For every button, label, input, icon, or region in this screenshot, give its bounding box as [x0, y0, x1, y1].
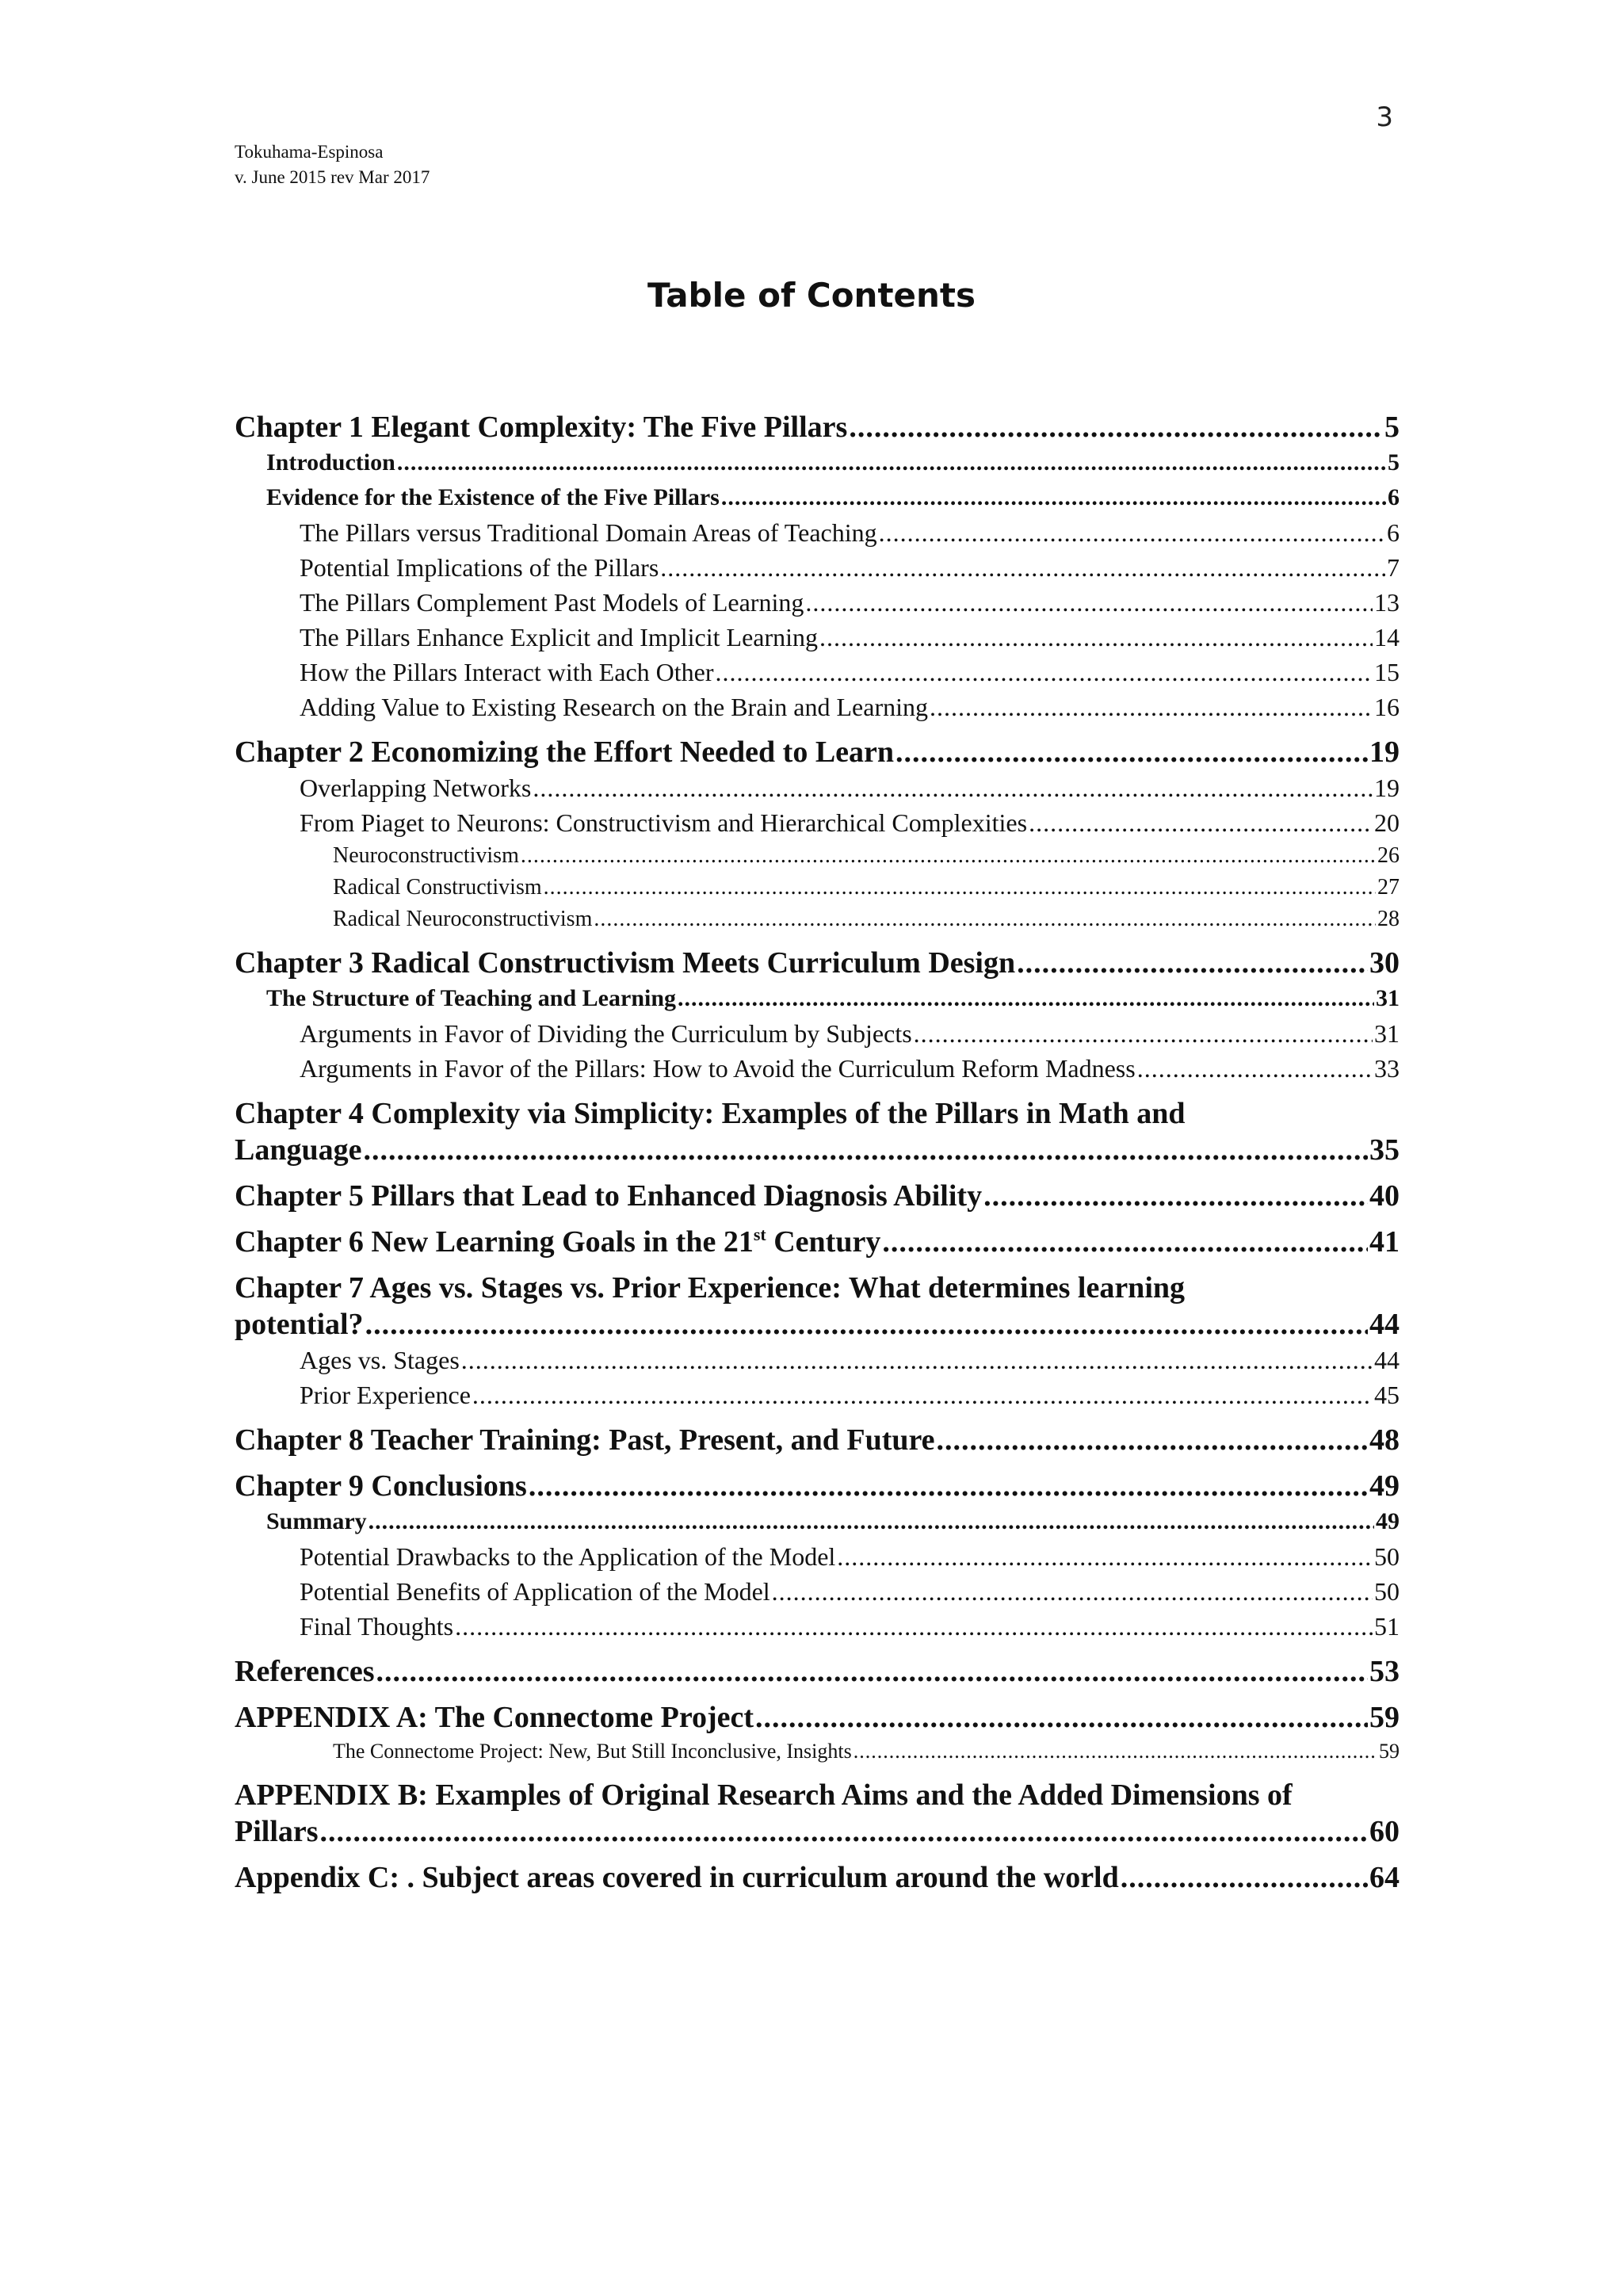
toc-entry-page-number: 49 [1376, 1508, 1400, 1534]
toc-entry-title: potential? [235, 1308, 364, 1341]
toc-entry-row [333, 872, 1400, 904]
toc-entry-row [235, 1653, 1400, 1690]
toc-entry-page-number: 14 [1374, 623, 1400, 651]
toc-entry[interactable] [235, 1086, 1400, 1168]
toc-entry[interactable] [235, 1168, 1400, 1214]
toc-entry-row [333, 1736, 1400, 1767]
toc-entry[interactable] [235, 840, 1400, 872]
toc-entry-row [333, 840, 1400, 872]
dot-leader [369, 1504, 1374, 1539]
toc-entry-row [300, 550, 1400, 585]
toc-entry[interactable] [235, 724, 1400, 770]
toc-entry-page-number: 6 [1388, 484, 1400, 510]
toc-entry-row [235, 945, 1400, 981]
toc-entry-title: Radical Neuroconstructivism [333, 907, 593, 931]
toc-entry-row [235, 1859, 1400, 1896]
toc-entry-title: Neuroconstructivism [333, 843, 519, 868]
dot-leader [472, 1377, 1373, 1412]
toc-entry-row [300, 655, 1400, 690]
toc-entry-title: From Piaget to Neurons: Constructivism and Hierarchical Complexities [300, 808, 1028, 837]
dot-leader [1121, 1859, 1368, 1896]
toc-entry-title: Overlapping Networks [300, 774, 532, 802]
toc-entry-row [300, 1051, 1400, 1086]
toc-entry[interactable] [235, 655, 1400, 690]
toc-entry-title: Arguments in Favor of the Pillars: How to Avoid the Curriculum Reform Madness [300, 1054, 1136, 1083]
header-author: Tokuhama-Espinosa [235, 142, 384, 162]
dot-leader [1017, 945, 1368, 981]
superscript: st [753, 1224, 766, 1244]
dot-leader [365, 1306, 1368, 1343]
header-version: v. June 2015 rev Mar 2017 [235, 167, 430, 187]
toc-entry-title: Potential Implications of the Pillars [300, 553, 659, 582]
toc-entry-row [235, 1178, 1400, 1214]
toc-entry-title: Appendix C: . Subject areas covered in curriculum around the world [235, 1861, 1119, 1894]
dot-leader [461, 1343, 1373, 1377]
toc-entry-row [300, 515, 1400, 550]
dot-leader [879, 515, 1385, 550]
toc-entry-page-number: 44 [1369, 1308, 1400, 1341]
dot-leader [983, 1178, 1368, 1214]
toc-entry-title: Chapter 5 Pillars that Lead to Enhanced Diagnosis Ability [235, 1179, 983, 1213]
dot-leader [882, 1224, 1368, 1260]
toc-entry[interactable] [235, 1412, 1400, 1458]
dot-leader [837, 1539, 1373, 1574]
toc-entry-title-part: Century [766, 1225, 881, 1259]
toc-entry-row [300, 1574, 1400, 1609]
toc-entry[interactable] [235, 1609, 1400, 1644]
toc-entry-page-number: 45 [1374, 1381, 1400, 1409]
toc-entry-title: Chapter 8 Teacher Training: Past, Present, and Future [235, 1423, 935, 1457]
dot-leader [1137, 1051, 1373, 1086]
toc-entry-title-line1: Chapter 7 Ages vs. Stages vs. Prior Experience: What determines learning [235, 1271, 1186, 1305]
toc-entry[interactable] [235, 1767, 1400, 1850]
toc-entry-title: Arguments in Favor of Dividing the Curriculum by Subjects [300, 1019, 912, 1048]
toc-entry-title: Potential Drawbacks to the Application of the Model [300, 1542, 836, 1571]
toc-entry[interactable] [235, 1850, 1400, 1896]
toc-entry[interactable] [235, 1260, 1400, 1343]
toc-entry-page-number: 41 [1369, 1225, 1400, 1259]
toc-entry-row [266, 981, 1400, 1016]
toc-entry-row [235, 1306, 1400, 1343]
toc-entry-page-number: 6 [1387, 518, 1400, 547]
toc-entry-page-number: 53 [1369, 1655, 1400, 1688]
toc-entry-title: Pillars [235, 1815, 319, 1848]
page-number: 3 [1376, 101, 1393, 133]
toc-entry-page-number: 48 [1369, 1423, 1400, 1457]
toc-entry[interactable] [235, 480, 1400, 515]
toc-entry-page-number: 19 [1374, 774, 1400, 802]
toc-entry-row [235, 1813, 1400, 1850]
toc-entry[interactable] [235, 515, 1400, 550]
toc-entry-page-number: 64 [1369, 1861, 1400, 1894]
toc-entry-title: Chapter 1 Elegant Complexity: The Five Pillars [235, 411, 848, 444]
toc-entry-row [333, 904, 1400, 935]
toc-entry-title: Chapter 3 Radical Constructivism Meets Curriculum Design [235, 946, 1016, 980]
dot-leader [716, 655, 1373, 690]
dot-leader [678, 981, 1374, 1016]
toc-entry-page-number: 5 [1388, 449, 1400, 476]
toc-entry[interactable] [235, 805, 1400, 840]
dot-leader [896, 734, 1368, 770]
toc-entry-page-number: 31 [1374, 1019, 1400, 1048]
toc-entry[interactable] [235, 872, 1400, 904]
dot-leader [455, 1609, 1373, 1644]
toc-entry-row [266, 1504, 1400, 1539]
toc-entry-row [300, 805, 1400, 840]
dot-leader [721, 480, 1386, 515]
toc-entry-row [300, 1539, 1400, 1574]
toc-entry-page-number: 16 [1374, 693, 1400, 721]
toc-entry-page-number: 13 [1374, 588, 1400, 617]
toc-entry-title: Language [235, 1133, 362, 1167]
toc-entry-row [300, 1609, 1400, 1644]
toc-entry-title: Evidence for the Existence of the Five Pillars [266, 484, 720, 510]
toc-entry[interactable] [235, 770, 1400, 805]
toc-entry-page-number: 59 [1379, 1740, 1400, 1763]
dot-leader [320, 1813, 1368, 1850]
toc-entry-title: Introduction [266, 449, 395, 476]
toc-entry[interactable] [235, 1690, 1400, 1736]
toc-entry-page-number: 44 [1374, 1346, 1400, 1374]
toc-entry-row [300, 585, 1400, 620]
toc-entry[interactable] [235, 620, 1400, 655]
dot-leader [937, 1422, 1368, 1458]
dot-leader [594, 904, 1376, 935]
toc-entry[interactable] [235, 1539, 1400, 1574]
toc-entry-page-number: 50 [1374, 1542, 1400, 1571]
page-title: Table of Contents [647, 276, 976, 315]
toc-entry-title: Final Thoughts [300, 1612, 454, 1641]
toc-entry-title [235, 1224, 880, 1260]
toc-entry-page-number: 15 [1374, 658, 1400, 686]
dot-leader [930, 690, 1373, 724]
toc-entry-row [235, 409, 1400, 445]
toc-entry[interactable] [235, 550, 1400, 585]
toc-entry-title: Chapter 2 Economizing the Effort Needed to Learn [235, 735, 895, 769]
toc-entry-row [235, 1132, 1400, 1168]
toc-entry-title: How the Pillars Interact with Each Other [300, 658, 714, 686]
toc-entry-title: Prior Experience [300, 1381, 471, 1409]
toc-entry[interactable] [235, 1644, 1400, 1690]
toc-entry-page-number: 30 [1369, 946, 1400, 980]
dot-leader [529, 1468, 1368, 1504]
toc-entry-page-number: 35 [1369, 1133, 1400, 1167]
toc-entry-title: References [235, 1655, 375, 1688]
dot-leader [660, 550, 1385, 585]
toc-entry[interactable] [235, 1458, 1400, 1504]
toc-entry-row [235, 1422, 1400, 1458]
toc-entry-title: The Pillars Complement Past Models of Learning [300, 588, 804, 617]
toc-entry-title: Ages vs. Stages [300, 1346, 460, 1374]
toc-entry-row [235, 1468, 1400, 1504]
toc-entry-page-number: 40 [1369, 1179, 1400, 1213]
toc-entry[interactable] [235, 935, 1400, 981]
toc-entry-row [300, 690, 1400, 724]
toc-entry-title: APPENDIX A: The Connectome Project [235, 1701, 754, 1734]
dot-leader [544, 872, 1376, 904]
toc-entry-page-number: 20 [1374, 808, 1400, 837]
toc-entry-title: The Pillars Enhance Explicit and Implicit Learning [300, 623, 819, 651]
toc-entry-page-number: 51 [1374, 1612, 1400, 1641]
toc-entry[interactable] [235, 1504, 1400, 1539]
toc-entry-page-number: 50 [1374, 1577, 1400, 1606]
dot-leader [521, 840, 1376, 872]
toc-entry-row [300, 1377, 1400, 1412]
toc-entry[interactable] [235, 981, 1400, 1016]
toc-entry-page-number: 26 [1377, 843, 1400, 868]
dot-leader [849, 409, 1383, 445]
dot-leader [533, 770, 1373, 805]
toc-entry-title: The Pillars versus Traditional Domain Areas of Teaching [300, 518, 877, 547]
dot-leader [914, 1016, 1373, 1051]
toc-entry-row [266, 480, 1400, 515]
toc-entry[interactable] [235, 904, 1400, 935]
toc-entry-row [300, 770, 1400, 805]
toc-entry-page-number: 28 [1377, 907, 1400, 931]
toc-entry-page-number: 27 [1377, 875, 1400, 900]
toc-entry-page-number: 7 [1387, 553, 1400, 582]
toc-entry-title: Potential Benefits of Application of the Model [300, 1577, 770, 1606]
toc-entry-page-number: 60 [1369, 1815, 1400, 1848]
toc-entry[interactable] [235, 409, 1400, 445]
toc-entry-title-line1: Chapter 4 Complexity via Simplicity: Examples of the Pillars in Math and [235, 1097, 1186, 1130]
dot-leader [376, 1653, 1368, 1690]
toc-entry-row [300, 620, 1400, 655]
toc-entry-title: The Structure of Teaching and Learning [266, 985, 677, 1011]
dot-leader [363, 1132, 1368, 1168]
toc-entry-title: The Connectome Project: New, But Still Inconclusive, Insights [333, 1740, 852, 1763]
toc-entry[interactable] [235, 1736, 1400, 1767]
toc-entry-row [235, 1224, 1400, 1260]
toc-entry[interactable] [235, 1343, 1400, 1377]
toc-entry[interactable] [235, 445, 1400, 480]
running-header [235, 139, 430, 190]
toc-entry-row [300, 1016, 1400, 1051]
toc-entry[interactable] [235, 1051, 1400, 1086]
dot-leader [819, 620, 1373, 655]
toc-entry[interactable] [235, 1574, 1400, 1609]
dot-leader [755, 1699, 1368, 1736]
toc-entry[interactable] [235, 1016, 1400, 1051]
toc-entry-page-number: 5 [1384, 411, 1400, 444]
toc-entry-page-number: 31 [1376, 985, 1400, 1011]
dot-leader [397, 445, 1386, 480]
toc-entry-page-number: 19 [1369, 735, 1400, 769]
toc-entry-title-part: Chapter 6 New Learning Goals in the 21 [235, 1225, 754, 1259]
dot-leader [1029, 805, 1373, 840]
toc-entry-row [235, 734, 1400, 770]
toc-entry-row [266, 445, 1400, 480]
toc-entry[interactable] [235, 1377, 1400, 1412]
dot-leader [805, 585, 1373, 620]
toc-entry-title: Summary [266, 1508, 367, 1534]
toc-entry-title-line1: APPENDIX B: Examples of Original Research Aims and the Added Dimensions of [235, 1778, 1293, 1812]
toc-entry-row [235, 1699, 1400, 1736]
toc-entry[interactable] [235, 690, 1400, 724]
toc-entry[interactable] [235, 585, 1400, 620]
toc-entry-title: Adding Value to Existing Research on the Brain and Learning [300, 693, 928, 721]
toc-entry-title: Radical Constructivism [333, 875, 542, 900]
toc-entry-page-number: 49 [1369, 1469, 1400, 1503]
toc-entry-title: Chapter 9 Conclusions [235, 1469, 527, 1503]
dot-leader [772, 1574, 1373, 1609]
table-of-contents [235, 409, 1400, 1896]
toc-entry-page-number: 59 [1369, 1701, 1400, 1734]
toc-entry-row [300, 1343, 1400, 1377]
dot-leader [854, 1736, 1377, 1767]
toc-entry[interactable] [235, 1214, 1400, 1260]
toc-entry-page-number: 33 [1374, 1054, 1400, 1083]
